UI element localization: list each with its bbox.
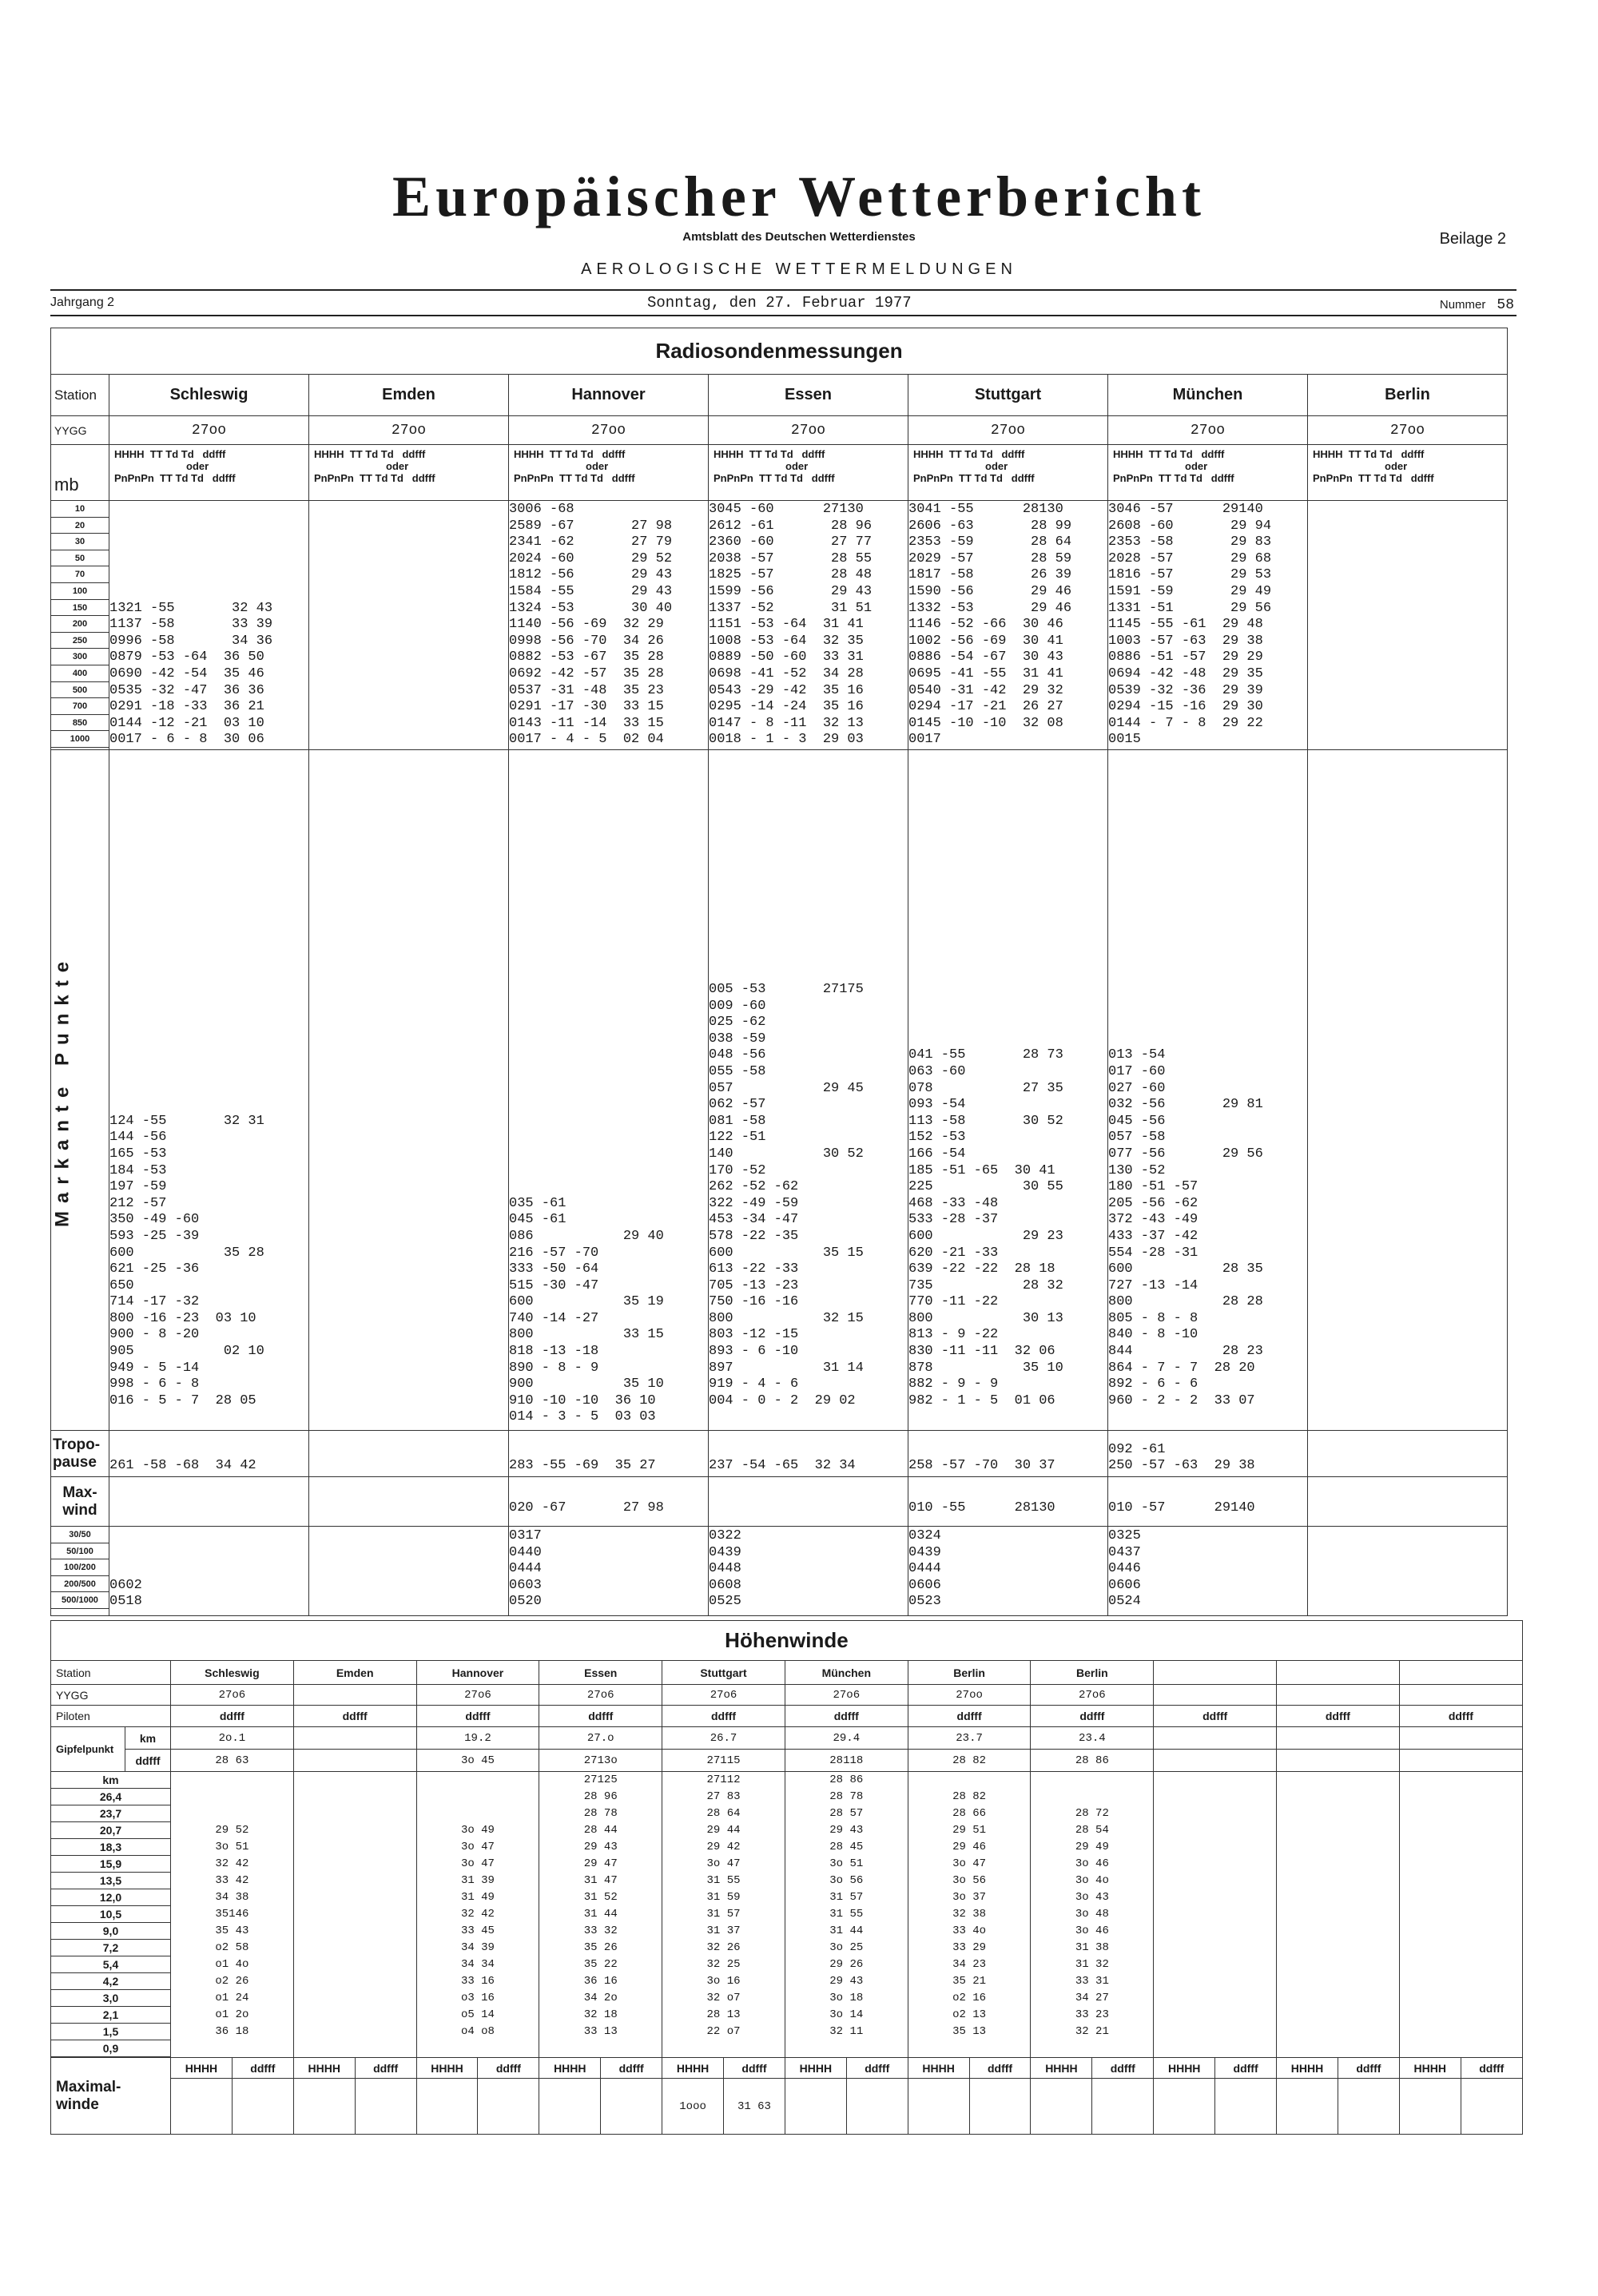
station-emden: Emden [309,375,509,416]
hw-gipfel-km-berlin-7: 23.4 [1031,1727,1154,1750]
hw-max-hhhh-schleswig-0 [171,2079,233,2135]
mb-level: 200 [51,616,109,633]
mb-level: 400 [51,665,109,682]
maxwind-stuttgart: 010 -55 28130 [908,1477,1108,1527]
issue-number [1440,297,1514,313]
hw-max-hhhh-label: HHHH [416,2058,478,2079]
gipfelpunkt-label: Gipfelpunkt [51,1727,125,1772]
hw-max-hhhh-muenchen-5 [785,2079,846,2135]
hw-values-schleswig-0: 29 52 3o 51 32 42 33 42 34 38 35146 35 43 o2 58 o1 4o o2 26 o1 24 o1 2o 36 18 [171,1772,294,2058]
mb-label: mb [51,445,109,501]
km-level: 23,7 [51,1805,170,1822]
yygg-label: YYGG [51,416,109,445]
hw-station-empty-8 [1154,1661,1277,1685]
layers-hannover: 0317 0440 0444 0603 0520 [509,1527,709,1616]
hw-yygg-emden-1 [293,1685,416,1706]
hw-max-hhhh-essen-3 [539,2079,601,2135]
km-levels [51,1772,171,2058]
mb-level: 150 [51,600,109,617]
jahrgang: Jahrgang 2 [50,296,115,309]
hw-gipfel-ddfff-muenchen-5: 28118 [785,1750,908,1772]
col-header-line3: PnPnPn TT Td Td ddfff [114,472,236,484]
layers-muenchen: 0325 0437 0446 0606 0524 [1108,1527,1308,1616]
yygg-muenchen: 27oo [1108,416,1308,445]
hw-piloten-empty-8: ddfff [1154,1706,1277,1727]
hw-gipfel-km-empty-10 [1399,1727,1522,1750]
hw-piloten-muenchen-5: ddfff [785,1706,908,1727]
hw-gipfel-ddfff-berlin-7: 28 86 [1031,1750,1154,1772]
layer-level: 500/1000 [51,1592,109,1609]
col-header-line1: HHHH TT Td Td ddfff [114,448,226,460]
hw-max-ddfff-label: ddfff [1461,2058,1522,2079]
station-hannover: Hannover [509,375,709,416]
hw-piloten-empty-10: ddfff [1399,1706,1522,1727]
hw-max-ddfff-label: ddfff [478,2058,539,2079]
hw-gipfel-ddfff-berlin-6: 28 82 [908,1750,1031,1772]
km-level: 20,7 [51,1822,170,1839]
markante-emden [309,750,509,1431]
hw-gipfel-km-essen-3: 27.o [539,1727,662,1750]
mb-level: 30 [51,534,109,550]
markante-stuttgart: 041 -55 28 73 063 -60 078 27 35 093 -54 113 -58 30 52 152 -53 166 -54 185 -51 -65 30 41 225 30 55 468 -33 -48 533 -28 -37 600 29 23 620 -21 -33 639 -22 -22 28 18 735 28 32 770 -11 -22 800 30 13 813 - 9 -22 830 -11 -11 32 06 878 35 10 882 - 9 - 9 982 - 1 - 5 01 06 [908,750,1108,1431]
hw-max-hhhh-label: HHHH [662,2058,724,2079]
hw-values-berlin-6: 28 82 28 66 29 51 29 46 3o 47 3o 56 3o 37 32 38 33 4o 33 29 34 23 35 21 o2 16 o2 13 35 13 [908,1772,1031,2058]
hw-values-hannover-2: 3o 49 3o 47 3o 47 31 39 31 49 32 42 33 45 34 39 34 34 33 16 o3 16 o5 14 o4 o8 [416,1772,539,2058]
hw-yygg-hannover-2: 27o6 [416,1685,539,1706]
col-header-line3: PnPnPn TT Td Td ddfff [714,472,835,484]
hw-max-ddfff-empty-9 [1338,2079,1399,2135]
hw-max-hhhh-label: HHHH [539,2058,601,2079]
station-muenchen: München [1108,375,1308,416]
column-header-emden [309,445,509,501]
hw-max-hhhh-berlin-6 [908,2079,969,2135]
km-level: 12,0 [51,1889,170,1906]
hw-max-hhhh-label: HHHH [908,2058,969,2079]
col-header-line2: oder [785,460,809,472]
hw-max-ddfff-label: ddfff [1092,2058,1154,2079]
nummer-value: 58 [1497,297,1514,313]
col-header-line2: oder [985,460,1008,472]
col-header-line2: oder [586,460,609,472]
km-level: 7,2 [51,1940,170,1956]
mb-level: 1000 [51,731,109,748]
mb-level: 850 [51,715,109,732]
hw-max-ddfff-label: ddfff [724,2058,785,2079]
issue-date: Sonntag, den 27. Februar 1977 [647,294,912,312]
hw-max-hhhh-label: HHHH [1277,2058,1338,2079]
hw-yygg-berlin-6: 27oo [908,1685,1031,1706]
hoehenwinde-table [50,1620,1523,2135]
mb-level: 250 [51,633,109,649]
maxwind-essen [709,1477,908,1527]
hw-gipfel-ddfff-stuttgart-4: 27115 [662,1750,785,1772]
hw-max-ddfff-schleswig-0 [232,2079,293,2135]
col-header-line3: PnPnPn TT Td Td ddfff [913,472,1035,484]
tropopause-muenchen: 092 -61 250 -57 -63 29 38 [1108,1431,1308,1477]
column-header-schleswig [109,445,309,501]
hw-station-muenchen-5: München [785,1661,908,1685]
std-levels-schleswig: 1321 -55 32 43 1137 -58 33 39 0996 -58 34 36 0879 -53 -64 36 50 0690 -42 -54 35 46 0535 -32 -47 36 36 0291 -18 -33 36 21 0144 -12 -21 03 10 0017 - 6 - 8 30 06 [109,501,309,750]
tropopause-emden [309,1431,509,1477]
km-level: 3,0 [51,1990,170,2007]
maximalwinde-label: Maximal- winde [51,2058,171,2135]
markante-essen: 005 -53 27175 009 -60 025 -62 038 -59 048 -56 055 -58 057 29 45 062 -57 081 -58 122 -51 140 30 52 170 -52 262 -52 -62 322 -49 -59 453 -34 -47 578 -22 -35 600 35 15 613 -22 -33 705 -13 -23 750 -16 -16 800 32 15 803 -12 -15 893 - 6 -10 897 31 14 919 - 4 - 6 004 - 0 - 2 29 02 [709,750,908,1431]
hw-piloten-stuttgart-4: ddfff [662,1706,785,1727]
col-header-line3: PnPnPn TT Td Td ddfff [1113,472,1234,484]
tropopause-hannover: 283 -55 -69 35 27 [509,1431,709,1477]
section-title: AEROLOGISCHE WETTERMELDUNGEN [581,260,1017,278]
station-essen: Essen [709,375,908,416]
col-header-line2: oder [1185,460,1208,472]
hw-yygg-berlin-7: 27o6 [1031,1685,1154,1706]
hw-max-hhhh-stuttgart-4: 1ooo [662,2079,724,2135]
column-header-stuttgart [908,445,1108,501]
km-level: 26,4 [51,1789,170,1805]
km-level: 1,5 [51,2024,170,2040]
hw-piloten-hannover-2: ddfff [416,1706,539,1727]
hw-station-berlin-6: Berlin [908,1661,1031,1685]
nummer-label: Nummer [1439,298,1486,312]
hw-values-essen-3: 27125 28 96 28 78 28 44 29 43 29 47 31 47 31 52 31 44 33 32 35 26 35 22 36 16 34 2o 32 18 33 13 [539,1772,662,2058]
hw-gipfel-ddfff-schleswig-0: 28 63 [171,1750,294,1772]
markante-schleswig: 124 -55 32 31 144 -56 165 -53 184 -53 197 -59 212 -57 350 -49 -60 593 -25 -39 600 35 28 621 -25 -36 650 714 -17 -32 800 -16 -23 03 10 900 - 8 -20 905 02 10 949 - 5 -14 998 - 6 - 8 016 - 5 - 7 28 05 [109,750,309,1431]
std-levels-emden [309,501,509,750]
hw-gipfel-km-stuttgart-4: 26.7 [662,1727,785,1750]
hw-values-emden-1 [293,1772,416,2058]
km-level: 13,5 [51,1873,170,1889]
markante-punkte-label: Markante Punkte [51,750,109,1431]
hw-max-ddfff-berlin-6 [969,2079,1031,2135]
maxwind-hannover: 020 -67 27 98 [509,1477,709,1527]
layer-levels [51,1527,109,1616]
hw-station-berlin-7: Berlin [1031,1661,1154,1685]
hw-gipfel-ddfff-empty-10 [1399,1750,1522,1772]
std-levels-muenchen: 3046 -57 29140 2608 -60 29 94 2353 -58 29 83 2028 -57 29 68 1816 -57 29 53 1591 -59 29 49 1331 -51 29 56 1145 -55 -61 29 48 1003 -57 -63 29 38 0886 -51 -57 29 29 0694 -42 -48 29 35 0539 -32 -36 29 39 0294 -15 -16 29 30 0144 - 7 - 8 29 22 0015 [1108,501,1308,750]
yygg-berlin: 27oo [1308,416,1508,445]
header-rule-bottom [50,315,1517,316]
yygg-stuttgart: 27oo [908,416,1108,445]
maxwind-emden [309,1477,509,1527]
hw-gipfel-km-empty-9 [1277,1727,1400,1750]
layers-stuttgart: 0324 0439 0444 0606 0523 [908,1527,1108,1616]
km-level: 10,5 [51,1906,170,1923]
beilage-label: Beilage 2 [1439,230,1506,248]
layers-berlin [1308,1527,1508,1616]
hw-max-ddfff-label: ddfff [1338,2058,1399,2079]
hw-max-ddfff-label: ddfff [232,2058,293,2079]
hw-max-ddfff-stuttgart-4: 31 63 [724,2079,785,2135]
hw-station-schleswig-0: Schleswig [171,1661,294,1685]
hw-max-ddfff-muenchen-5 [846,2079,908,2135]
km-level: 15,9 [51,1856,170,1873]
hw-max-hhhh-label: HHHH [293,2058,355,2079]
col-header-line1: HHHH TT Td Td ddfff [913,448,1025,460]
hw-max-ddfff-essen-3 [601,2079,662,2135]
hw-yygg-stuttgart-4: 27o6 [662,1685,785,1706]
markante-berlin [1308,750,1508,1431]
hw-gipfel-ddfff-empty-9 [1277,1750,1400,1772]
hw-max-hhhh-empty-8 [1154,2079,1215,2135]
hw-station-label: Station [51,1661,171,1685]
yygg-hannover: 27oo [509,416,709,445]
layer-level: 100/200 [51,1559,109,1576]
col-header-line2: oder [1385,460,1408,472]
page-title: Europäischer Wetterbericht [392,165,1206,228]
hw-max-ddfff-berlin-7 [1092,2079,1154,2135]
km-level: 18,3 [51,1839,170,1856]
hw-max-ddfff-empty-10 [1461,2079,1522,2135]
km-level: 9,0 [51,1923,170,1940]
hw-piloten-berlin-6: ddfff [908,1706,1031,1727]
column-header-berlin [1308,445,1508,501]
hw-max-ddfff-label: ddfff [969,2058,1031,2079]
mb-level: 70 [51,566,109,583]
tropopause-stuttgart: 258 -57 -70 30 37 [908,1431,1108,1477]
hw-gipfel-km-emden-1 [293,1727,416,1750]
km-level: 2,1 [51,2007,170,2024]
hw-max-hhhh-label: HHHH [785,2058,846,2079]
hw-station-stuttgart-4: Stuttgart [662,1661,785,1685]
hw-gipfel-ddfff-hannover-2: 3o 45 [416,1750,539,1772]
hw-max-hhhh-berlin-7 [1031,2079,1092,2135]
hoehenwinde-title: Höhenwinde [51,1621,1523,1661]
hw-gipfel-ddfff-empty-8 [1154,1750,1277,1772]
hw-yygg-muenchen-5: 27o6 [785,1685,908,1706]
station-schleswig: Schleswig [109,375,309,416]
hw-values-empty-8 [1154,1772,1277,2058]
hw-yygg-empty-8 [1154,1685,1277,1706]
col-header-line3: PnPnPn TT Td Td ddfff [1313,472,1434,484]
maxwind-label: Max- wind [51,1477,109,1527]
tropopause-label: Tropo- pause [51,1431,109,1477]
radiosonde-title: Radiosondenmessungen [51,328,1508,375]
hw-max-hhhh-label: HHHH [1031,2058,1092,2079]
column-header-essen [709,445,908,501]
hw-max-ddfff-empty-8 [1215,2079,1277,2135]
hw-values-muenchen-5: 28 86 28 78 28 57 29 43 28 45 3o 51 3o 56 31 57 31 55 31 44 3o 25 29 26 29 43 3o 18 3o 14 32 11 [785,1772,908,2058]
hw-yygg-schleswig-0: 27o6 [171,1685,294,1706]
hw-gipfel-km-schleswig-0: 2o.1 [171,1727,294,1750]
mb-level: 700 [51,698,109,715]
col-header-line1: HHHH TT Td Td ddfff [314,448,426,460]
maxwind-schleswig [109,1477,309,1527]
km-level: 0,9 [51,2040,170,2057]
gipfel-km-label: km [125,1727,171,1750]
hw-station-emden-1: Emden [293,1661,416,1685]
tropopause-essen: 237 -54 -65 32 34 [709,1431,908,1477]
hw-values-stuttgart-4: 27112 27 83 28 64 29 44 29 42 3o 47 31 55 31 59 31 57 31 37 32 26 32 25 3o 16 32 o7 28 13 22 o7 [662,1772,785,2058]
hw-values-empty-10 [1399,1772,1522,2058]
col-header-line2: oder [186,460,209,472]
column-header-hannover [509,445,709,501]
hw-max-hhhh-emden-1 [293,2079,355,2135]
std-levels-hannover: 3006 -68 2589 -67 27 98 2341 -62 27 79 2024 -60 29 52 1812 -56 29 43 1584 -55 29 43 1324 -53 30 40 1140 -56 -69 32 29 0998 -56 -70 34 26 0882 -53 -67 35 28 0692 -42 -57 35 28 0537 -31 -48 35 23 0291 -17 -30 33 15 0143 -11 -14 33 15 0017 - 4 - 5 02 04 [509,501,709,750]
station-label: Station [51,375,109,416]
col-header-line1: HHHH TT Td Td ddfff [514,448,626,460]
col-header-line3: PnPnPn TT Td Td ddfff [314,472,435,484]
col-header-line1: HHHH TT Td Td ddfff [1113,448,1225,460]
gipfel-ddfff-label: ddfff [125,1750,171,1772]
markante-muenchen: 013 -54 017 -60 027 -60 032 -56 29 81 045 -56 057 -58 077 -56 29 56 130 -52 180 -51 -57 205 -56 -62 372 -43 -49 433 -37 -42 554 -28 -31 600 28 35 727 -13 -14 800 28 28 805 - 8 - 8 840 - 8 -10 844 28 23 864 - 7 - 7 28 20 892 - 6 - 6 960 - 2 - 2 33 07 [1108,750,1308,1431]
maxwind-berlin [1308,1477,1508,1527]
piloten-label: Piloten [51,1706,171,1727]
hw-yygg-empty-9 [1277,1685,1400,1706]
hw-values-empty-9 [1277,1772,1400,2058]
km-header: km [51,1772,170,1789]
maxwind-muenchen: 010 -57 29140 [1108,1477,1308,1527]
hw-piloten-essen-3: ddfff [539,1706,662,1727]
col-header-line3: PnPnPn TT Td Td ddfff [514,472,635,484]
hw-max-ddfff-label: ddfff [355,2058,416,2079]
hw-piloten-emden-1: ddfff [293,1706,416,1727]
hw-max-ddfff-emden-1 [355,2079,416,2135]
hw-values-berlin-7: 28 72 28 54 29 49 3o 46 3o 4o 3o 43 3o 48 3o 46 31 38 31 32 33 31 34 27 33 23 32 21 [1031,1772,1154,2058]
hw-max-ddfff-label: ddfff [1215,2058,1277,2079]
mb-level: 10 [51,501,109,518]
hw-gipfel-ddfff-essen-3: 2713o [539,1750,662,1772]
mb-level: 100 [51,583,109,600]
hw-max-hhhh-label: HHHH [1154,2058,1215,2079]
hw-gipfel-km-empty-8 [1154,1727,1277,1750]
yygg-schleswig: 27oo [109,416,309,445]
hw-piloten-empty-9: ddfff [1277,1706,1400,1727]
hw-max-hhhh-label: HHHH [171,2058,233,2079]
hw-max-hhhh-label: HHHH [1399,2058,1461,2079]
hw-max-hhhh-empty-9 [1277,2079,1338,2135]
hw-max-hhhh-hannover-2 [416,2079,478,2135]
hw-max-ddfff-label: ddfff [601,2058,662,2079]
hw-station-hannover-2: Hannover [416,1661,539,1685]
mb-level: 20 [51,518,109,534]
markante-hannover: 035 -61 045 -61 086 29 40 216 -57 -70 333 -50 -64 515 -30 -47 600 35 19 740 -14 -27 800 33 15 818 -13 -18 890 - 8 - 9 900 35 10 910 -10 -10 36 10 014 - 3 - 5 03 03 [509,750,709,1431]
yygg-emden: 27oo [309,416,509,445]
std-levels-essen: 3045 -60 27130 2612 -61 28 96 2360 -60 27 77 2038 -57 28 55 1825 -57 28 48 1599 -56 29 43 1337 -52 31 51 1151 -53 -64 31 41 1008 -53 -64 32 35 0889 -50 -60 33 31 0698 -41 -52 34 28 0543 -29 -42 35 16 0295 -14 -24 35 16 0147 - 8 -11 32 13 0018 - 1 - 3 29 03 [709,501,908,750]
subtitle: Amtsblatt des Deutschen Wetterdienstes [682,230,916,244]
mb-level: 300 [51,649,109,665]
hw-piloten-schleswig-0: ddfff [171,1706,294,1727]
col-header-line2: oder [386,460,409,472]
radiosonde-table [50,328,1508,1616]
std-levels-stuttgart: 3041 -55 28130 2606 -63 28 99 2353 -59 28 64 2029 -57 28 59 1817 -58 26 39 1590 -56 29 46 1332 -53 29 46 1146 -52 -66 30 46 1002 -56 -69 30 41 0886 -54 -67 30 43 0695 -41 -55 31 41 0540 -31 -42 29 32 0294 -17 -21 26 27 0145 -10 -10 32 08 0017 [908,501,1108,750]
layers-emden [309,1527,509,1616]
hw-max-hhhh-empty-10 [1399,2079,1461,2135]
tropopause-schleswig: 261 -58 -68 34 42 [109,1431,309,1477]
km-level: 4,2 [51,1973,170,1990]
hw-gipfel-ddfff-emden-1 [293,1750,416,1772]
layers-schleswig: 0602 0518 [109,1527,309,1616]
mb-level: 500 [51,682,109,699]
header-rule-top [50,289,1517,291]
layer-level: 30/50 [51,1527,109,1543]
hw-piloten-berlin-7: ddfff [1031,1706,1154,1727]
layer-level: 200/500 [51,1576,109,1593]
station-berlin: Berlin [1308,375,1508,416]
station-stuttgart: Stuttgart [908,375,1108,416]
hw-max-ddfff-hannover-2 [478,2079,539,2135]
hw-gipfel-km-hannover-2: 19.2 [416,1727,539,1750]
hw-yygg-label: YYGG [51,1685,171,1706]
hw-station-empty-9 [1277,1661,1400,1685]
column-header-muenchen [1108,445,1308,501]
tropopause-berlin [1308,1431,1508,1477]
hw-yygg-essen-3: 27o6 [539,1685,662,1706]
hw-gipfel-km-berlin-6: 23.7 [908,1727,1031,1750]
col-header-line1: HHHH TT Td Td ddfff [1313,448,1425,460]
hw-yygg-empty-10 [1399,1685,1522,1706]
mb-levels [51,501,109,750]
hw-station-empty-10 [1399,1661,1522,1685]
col-header-line1: HHHH TT Td Td ddfff [714,448,825,460]
hw-gipfel-km-muenchen-5: 29.4 [785,1727,908,1750]
std-levels-berlin [1308,501,1508,750]
hw-max-ddfff-label: ddfff [846,2058,908,2079]
yygg-essen: 27oo [709,416,908,445]
hw-station-essen-3: Essen [539,1661,662,1685]
km-level: 5,4 [51,1956,170,1973]
layers-essen: 0322 0439 0448 0608 0525 [709,1527,908,1616]
mb-level: 50 [51,550,109,567]
layer-level: 50/100 [51,1543,109,1560]
